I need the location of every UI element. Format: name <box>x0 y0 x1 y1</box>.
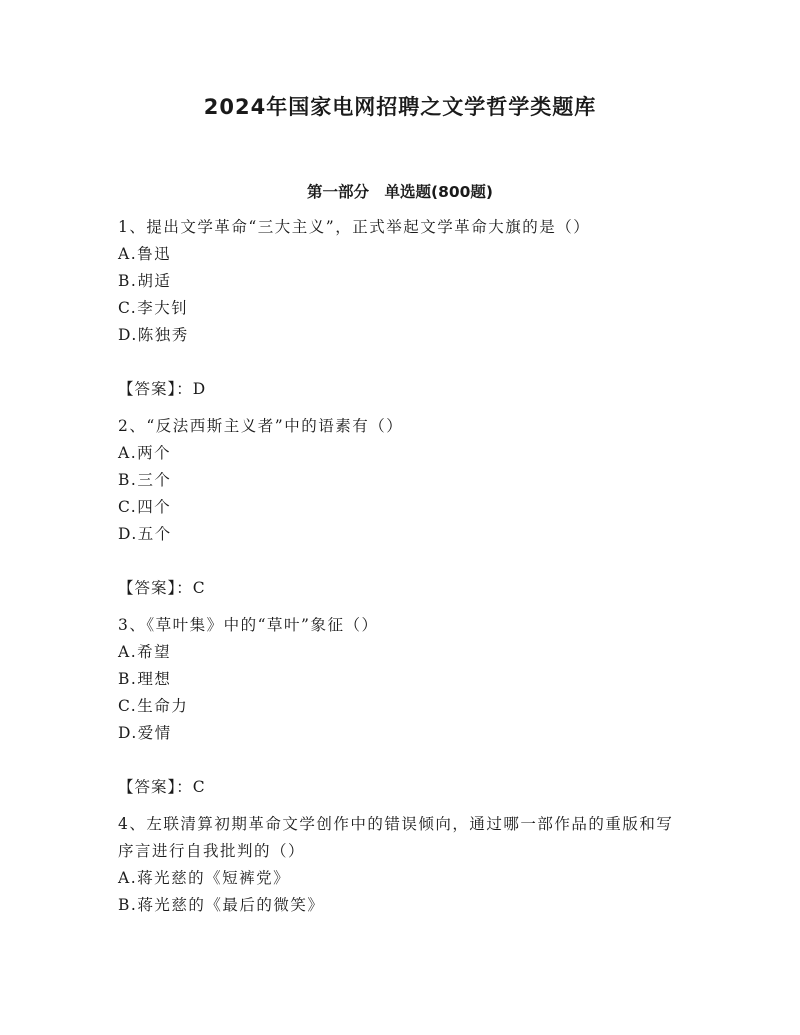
option-d: D.陈独秀 <box>118 326 189 344</box>
option-d: D.五个 <box>118 525 172 543</box>
option-b: B.蒋光慈的《最后的微笑》 <box>118 896 325 914</box>
answer-line: 【答案】：D <box>118 380 207 398</box>
question-stem: 3、《草叶集》中的“草叶”象征（） <box>118 616 379 634</box>
answer-line: 【答案】：C <box>118 778 206 796</box>
option-c: C.李大钊 <box>118 299 189 317</box>
option-b: B.胡适 <box>118 272 172 290</box>
question-3 <box>118 612 800 801</box>
question-stem: 2、“反法西斯主义者”中的语素有（） <box>118 417 404 435</box>
question-stem: 4、左联清算初期革命文学创作中的错误倾向，通过哪一部作品的重版和写序言进行自我批判的（） <box>118 815 674 860</box>
option-d: D.爱情 <box>118 724 172 742</box>
option-a: A.两个 <box>118 444 172 462</box>
option-a: A.希望 <box>118 643 172 661</box>
option-c: C.生命力 <box>118 697 189 715</box>
question-list <box>118 214 800 919</box>
option-a: A.蒋光慈的《短裤党》 <box>118 869 291 887</box>
answer-line: 【答案】：C <box>118 579 206 597</box>
option-a: A.鲁迅 <box>118 245 172 263</box>
document-title: 2024年国家电网招聘之文学哲学类题库 <box>203 95 597 119</box>
option-b: B.三个 <box>118 471 172 489</box>
option-b: B.理想 <box>118 670 172 688</box>
option-c: C.四个 <box>118 498 172 516</box>
question-1 <box>118 214 800 403</box>
section-heading: 第一部分 单选题(800题) <box>306 183 494 201</box>
question-2 <box>118 413 800 602</box>
question-4 <box>118 811 800 919</box>
question-stem: 1、提出文学革命“三大主义”，正式举起文学革命大旗的是（） <box>118 218 591 236</box>
